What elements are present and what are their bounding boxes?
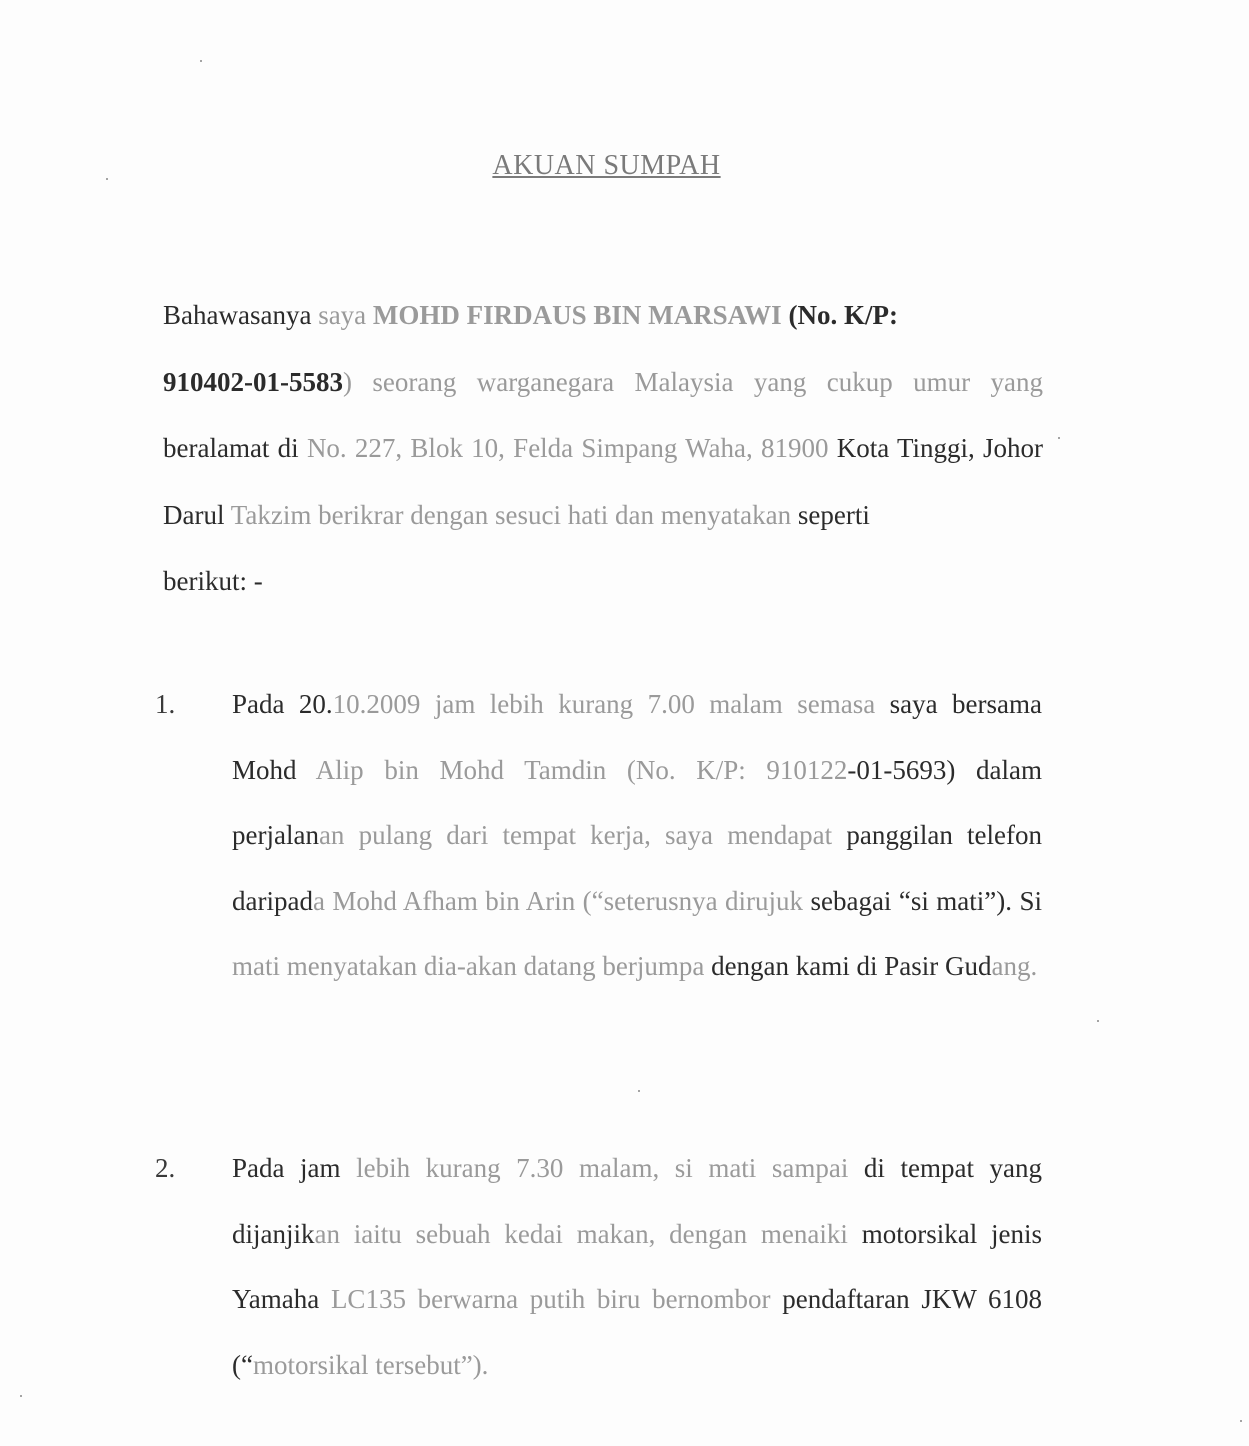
paragraph-span: an iaitu sebuah kedai makan, dengan menaiki [314, 1218, 848, 1249]
scan-speck [200, 60, 202, 62]
paragraph-span: Pada jam [232, 1153, 357, 1183]
paragraph-span: -01-5693) dalam perjalan [232, 754, 1042, 850]
scan-speck [1058, 437, 1060, 439]
document-title: AKUAN SUMPAH [492, 150, 721, 181]
paragraph-span: panggilan telefon daripad [232, 820, 1042, 916]
paragraph-span: LC135 berwarna putih biru bernombor [330, 1284, 771, 1314]
paragraph-span: Alip bin Mohd Tamdin (No. K/P: 910122 [315, 754, 848, 785]
paragraph-span: mati menyatakan dia-akan datang berjumpa [232, 951, 705, 981]
scan-speck [20, 1395, 22, 1397]
intro-text: saya [311, 300, 373, 330]
paragraph-number: 1. [155, 689, 176, 719]
intro-text: Kota Tinggi, [828, 433, 983, 463]
paragraph-text [232, 1136, 1042, 1398]
intro-text: Takzim berikrar dengan sesuci hati dan menyatakan [230, 499, 792, 530]
paragraph-span: an pulang dari tempat kerja, saya mendapat [318, 820, 833, 850]
paragraph-number: 2. [155, 1153, 176, 1183]
intro-text: seperti [791, 499, 870, 530]
intro-text: ) seorang warganegara Malaysia yang cukup umur yang [342, 366, 1043, 397]
declarant-name: MOHD FIRDAUS BIN MARSAWI [372, 300, 782, 330]
scan-speck [106, 178, 108, 180]
intro-text: berikut: - [163, 566, 263, 596]
paragraph-span: lebih kurang 7.30 malam, si mati sampai [356, 1153, 849, 1183]
intro-text: Johor Darul [163, 433, 1043, 530]
scan-speck [1097, 1020, 1099, 1022]
paragraph-span: saya bersama Mohd [232, 689, 1042, 785]
paragraph-span: di tempat yang dijanjik [232, 1153, 1042, 1249]
intro-text: beralamat di [163, 433, 307, 463]
scan-speck [638, 1090, 640, 1092]
scan-speck [1240, 1420, 1242, 1422]
paragraph-span: sebagai “si mati”). Si [803, 885, 1042, 916]
paragraph-span: 10.2009 jam lebih kurang 7.00 malam semasa [332, 689, 876, 719]
paragraph-span: motorsikal tersebut”). [252, 1349, 489, 1380]
paragraph-span: ang. [991, 951, 1038, 981]
paragraph-span: dengan kami di Pasir Gud [704, 951, 992, 981]
paragraph-text [232, 672, 1042, 1000]
intro-paragraph [163, 282, 1043, 615]
paragraph-span: a Mohd Afham bin Arin (“seterusnya dirujuk [312, 885, 804, 916]
declarant-address: No. 227, Blok 10, Felda Simpang Waha, 81900 [306, 433, 829, 463]
paragraph-span: Pada 20. [232, 689, 333, 719]
paragraph-span: motorsikal jenis Yamaha [232, 1218, 1042, 1314]
intro-text: (No. K/P: [781, 300, 898, 330]
declarant-ic-number: 910402-01-5583 [163, 366, 343, 397]
paragraph-span: pendaftaran JKW 6108 (“ [232, 1284, 1043, 1380]
intro-text: Bahawasanya [163, 300, 312, 330]
